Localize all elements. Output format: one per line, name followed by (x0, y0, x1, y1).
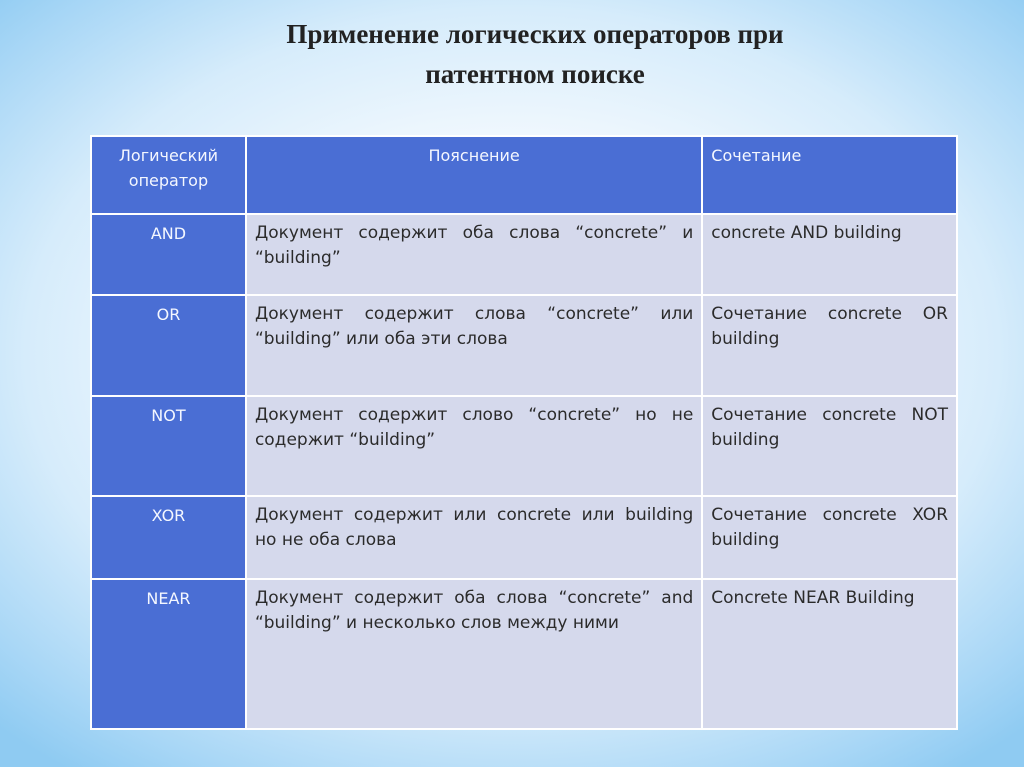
header-combination: Сочетание (702, 136, 957, 214)
combination-cell: concrete AND building (702, 214, 957, 295)
table-row (91, 396, 957, 496)
table-header-row (91, 136, 957, 214)
header-explanation: Пояснение (246, 136, 702, 214)
explanation-cell: Документ содержит оба слова “concrete” и “building” (246, 214, 702, 295)
title-line-2: патентном поиске (425, 59, 645, 89)
operator-cell: OR (91, 295, 246, 396)
operator-cell: XOR (91, 496, 246, 579)
title-line-1: Применение логических операторов при (286, 19, 784, 49)
combination-cell: Сочетание concrete OR building (702, 295, 957, 396)
header-operator: Логический оператор (91, 136, 246, 214)
table-row (91, 579, 957, 729)
table-row (91, 496, 957, 579)
operators-table (90, 135, 958, 730)
operator-cell: NEAR (91, 579, 246, 729)
slide-title (0, 14, 1024, 94)
operator-cell: AND (91, 214, 246, 295)
table-row (91, 214, 957, 295)
combination-cell: Concrete NEAR Building (702, 579, 957, 729)
combination-cell: Сочетание concrete NOT building (702, 396, 957, 496)
combination-cell: Сочетание concrete XOR building (702, 496, 957, 579)
table-row (91, 295, 957, 396)
explanation-cell: Документ содержит или concrete или building но не оба слова (246, 496, 702, 579)
operator-cell: NOT (91, 396, 246, 496)
explanation-cell: Документ содержит слово “concrete” но не содержит “building” (246, 396, 702, 496)
explanation-cell: Документ содержит оба слова “concrete” and “building” и несколько слов между ними (246, 579, 702, 729)
explanation-cell: Документ содержит слова “concrete” или “building” или оба эти слова (246, 295, 702, 396)
